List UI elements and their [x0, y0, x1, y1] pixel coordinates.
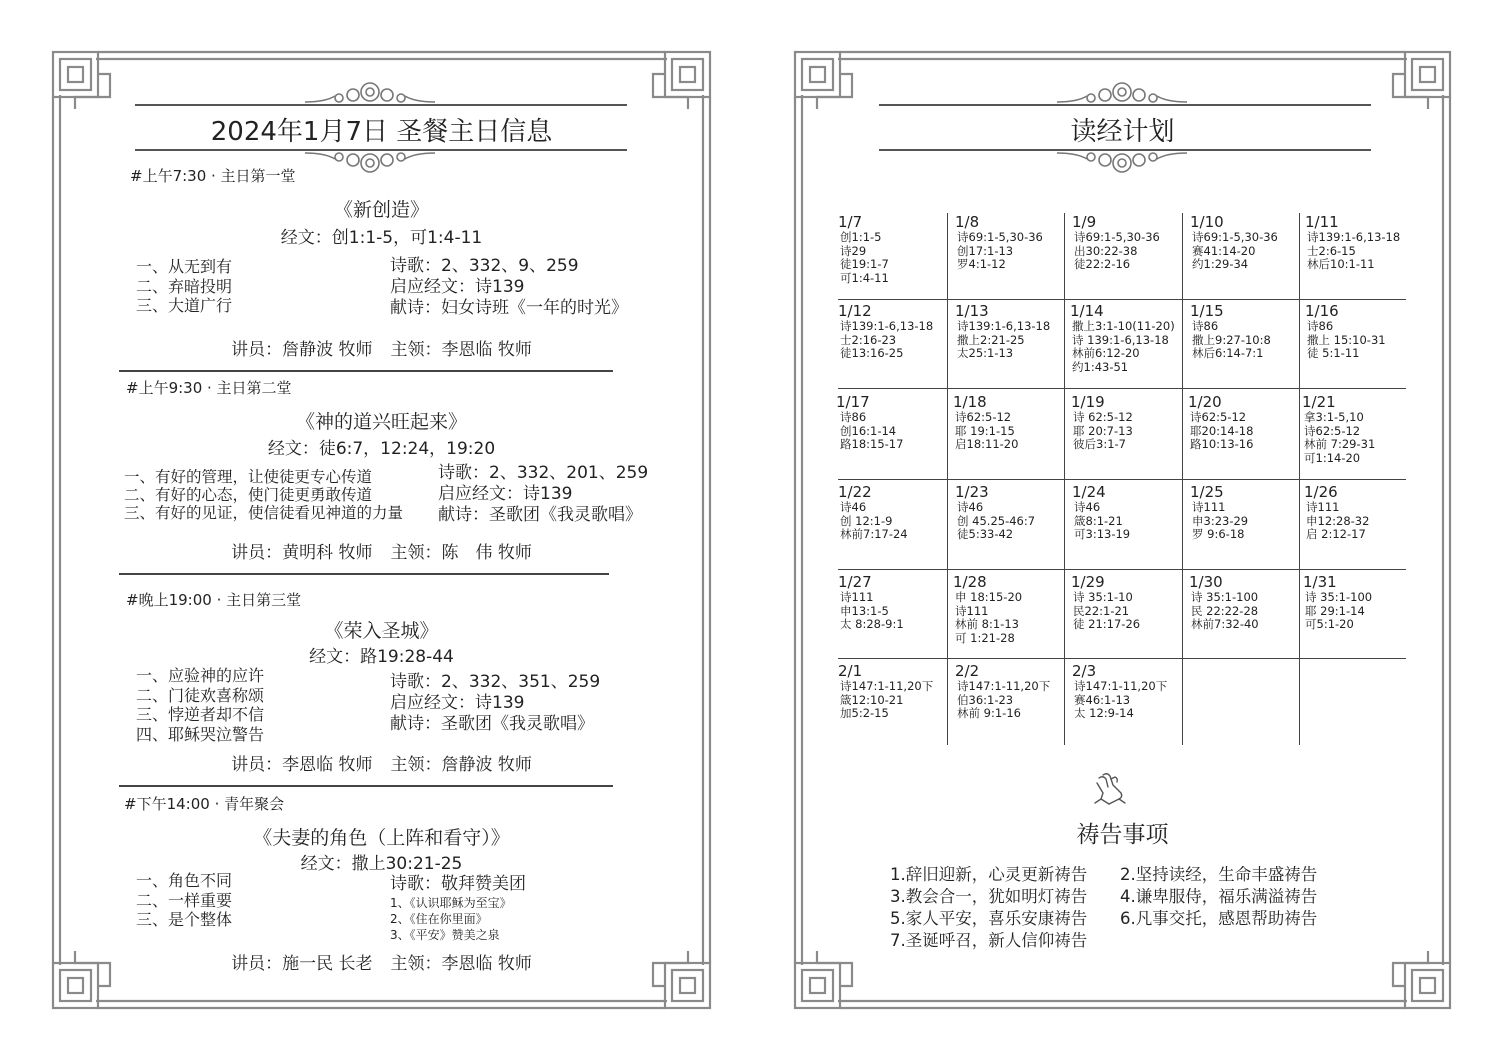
cell-reading: 诗62:5-12: [1190, 410, 1247, 424]
cell-reading: 徒 21:17-26: [1073, 617, 1141, 632]
song-line: 献诗：妇女诗班《一年的时光》: [390, 298, 628, 318]
cell-reading: 徒13:16-25: [840, 346, 904, 361]
cloud-ornament-bottom: [1047, 149, 1197, 175]
service-3-scripture: 经文：路19:28-44: [309, 647, 454, 667]
service-1-outline: [136, 257, 232, 316]
cell-reading: 诗46: [1074, 500, 1101, 514]
outline-item: 一、角色不同: [136, 871, 233, 890]
cell-date: 1/8: [955, 213, 980, 231]
cell-reading: 诗111: [1192, 500, 1226, 514]
cell-reading: 诗69:1-5,30-36: [1192, 230, 1278, 244]
cell-date: 1/10: [1190, 213, 1224, 231]
calendar-cell: [955, 213, 1043, 272]
cell-reading: 赛46:1-13: [1074, 692, 1131, 707]
cell-date: 1/19: [1071, 393, 1105, 411]
cell-reading: 创 12:1-9: [840, 513, 893, 528]
service-3-outline: [136, 666, 264, 744]
service-3-label: #晚上19:00 · 主日第三堂: [126, 591, 302, 609]
service-2-scripture: 经文：徒6:7，12:24，19:20: [267, 439, 496, 459]
cell-reading: 诗147:1-11,20下: [1074, 679, 1168, 693]
page-title: 2024年1月7日 圣餐主日信息: [210, 117, 553, 147]
leader: 主领：李恩临 牧师: [390, 954, 532, 974]
cloud-ornament-top: [1047, 80, 1197, 106]
prayer-item: 3.教会合一，犹如明灯祷告: [890, 887, 1088, 906]
cell-date: 1/23: [955, 483, 989, 501]
cell-reading: 申13:1-5: [840, 603, 889, 618]
outline-item: 一、从无到有: [136, 257, 233, 276]
song-line: 启应经文：诗139: [438, 484, 573, 504]
cell-reading: 约1:29-34: [1192, 257, 1249, 272]
cell-date: 1/31: [1303, 573, 1337, 591]
cell-reading: 拿3:1-5,10: [1304, 410, 1364, 424]
leader: 主领：陈 伟 牧师: [390, 543, 532, 563]
service-4-outline: [136, 871, 232, 930]
cell-reading: 创16:1-14: [840, 423, 897, 438]
service-1-scripture: 经文：创1:1-5，可1:4-11: [280, 228, 483, 248]
song-line: 启应经文：诗139: [390, 693, 525, 713]
cell-reading: 林前 7:29-31: [1304, 437, 1376, 452]
cell-reading: 诗111: [840, 590, 874, 604]
outline-item: 二、弃暗投明: [136, 276, 233, 296]
calendar-cell: [953, 573, 1022, 645]
cell-reading: 撒上 15:10-31: [1307, 332, 1386, 347]
outline-item: 三、悖逆者却不信: [136, 705, 265, 724]
cell-date: 2/1: [838, 662, 863, 680]
calendar-cell: [1071, 573, 1140, 632]
title-rule-top: [135, 104, 627, 106]
song-line: 诗歌：2、332、351、259: [390, 672, 601, 692]
cell-date: 1/11: [1305, 213, 1339, 231]
cell-reading: 林前 9:1-16: [957, 706, 1021, 721]
calendar-cell: [1190, 483, 1248, 542]
cell-reading: 徒 5:1-11: [1307, 346, 1360, 361]
cell-reading: 太 12:9-14: [1074, 706, 1134, 721]
service-4-scripture: 经文：撒上30:21-25: [300, 854, 463, 874]
prayer-item: 2.坚持读经，生命丰盛祷告: [1120, 865, 1318, 884]
outline-item: 三、大道广行: [136, 296, 233, 315]
cell-reading: 可1:14-20: [1304, 450, 1361, 465]
calendar-cell: [836, 393, 903, 452]
service-4-speaker-line: [50, 949, 713, 974]
cell-reading: 诗139:1-6,13-18: [957, 319, 1051, 333]
calendar-cell: [1072, 483, 1130, 542]
calendar-cell: [838, 302, 933, 361]
prayer-title: 祷告事项: [1076, 822, 1169, 848]
cell-reading: 诗86: [1307, 319, 1334, 333]
song-line: 启应经文：诗139: [390, 277, 525, 297]
sermon-panel: [50, 49, 713, 1011]
cell-reading: 启 2:12-17: [1306, 527, 1366, 542]
calendar-cell: [838, 573, 904, 632]
reading-calendar: [838, 209, 1406, 745]
outline-item: 二、一样重要: [136, 890, 233, 910]
cell-reading: 林前7:17-24: [840, 527, 908, 542]
cell-reading: 申3:23-29: [1192, 513, 1249, 528]
cloud-ornament-top: [295, 80, 445, 106]
cell-reading: 出30:22-38: [1074, 243, 1138, 258]
cell-reading: 加5:2-15: [840, 706, 889, 721]
service-1-songs: [390, 256, 628, 319]
cell-date: 1/14: [1070, 302, 1104, 320]
cell-reading: 诗69:1-5,30-36: [1074, 230, 1160, 244]
cell-reading: 路18:15-17: [840, 437, 904, 452]
calendar-cell: [1072, 213, 1160, 272]
cell-reading: 诗139:1-6,13-18: [1307, 230, 1401, 244]
cell-reading: 诗 35:1-100: [1305, 590, 1373, 604]
title-rule-top: [879, 104, 1371, 106]
cell-date: 2/3: [1072, 662, 1097, 680]
cell-date: 1/22: [838, 483, 872, 501]
service-1-speaker-line: [50, 335, 713, 360]
cloud-ornament-bottom: [295, 149, 445, 175]
song-line: 诗歌：2、332、201、259: [438, 463, 649, 483]
praying-hands-icon: [1089, 769, 1129, 809]
cell-reading: 民 22:22-28: [1191, 603, 1259, 618]
cell-date: 1/17: [836, 393, 870, 411]
cell-date: 1/24: [1072, 483, 1106, 501]
cell-reading: 诗46: [840, 500, 867, 514]
prayer-item: 5.家人平安，喜乐安康祷告: [890, 909, 1088, 928]
calendar-cell: [1072, 662, 1167, 721]
section-divider: [119, 370, 613, 372]
cell-reading: 耶 19:1-15: [955, 423, 1015, 438]
cell-date: 1/30: [1189, 573, 1223, 591]
service-3-songs: [390, 672, 600, 735]
cell-reading: 林后10:1-11: [1307, 257, 1375, 272]
calendar-cell: [1302, 393, 1375, 465]
service-3-sermon-title: 《荣入圣城》: [324, 620, 439, 642]
song-list-item: 1、《认识耶稣为至宝》: [390, 896, 512, 910]
reading-plan-panel: [792, 49, 1453, 1011]
service-2-speaker-line: [50, 538, 713, 563]
service-4-label: #下午14:00 · 青年聚会: [124, 795, 285, 813]
cell-reading: 罗4:1-12: [957, 257, 1006, 272]
leader: 主领：李恩临 牧师: [390, 340, 532, 360]
cell-reading: 启18:11-20: [955, 437, 1019, 452]
cell-date: 1/29: [1071, 573, 1105, 591]
song-line: 献诗：圣歌团《我灵歌唱》: [438, 505, 642, 525]
cell-reading: 创1:1-5: [840, 230, 882, 244]
service-2-outline: [124, 468, 403, 522]
calendar-cell: [1188, 393, 1253, 452]
calendar-cell: [1305, 302, 1386, 361]
cell-reading: 可3:13-19: [1074, 527, 1131, 542]
calendar-cell: [838, 213, 889, 285]
calendar-cell: [1303, 573, 1372, 632]
cell-reading: 林前7:32-40: [1191, 617, 1259, 632]
cell-reading: 诗69:1-5,30-36: [957, 230, 1043, 244]
cell-reading: 约1:43-51: [1072, 359, 1129, 374]
cell-reading: 诗111: [1306, 500, 1340, 514]
speaker: 讲员：詹静波 牧师: [231, 340, 373, 360]
cell-date: 1/9: [1072, 213, 1097, 231]
cell-reading: 可1:4-11: [840, 270, 889, 285]
calendar-cell: [955, 662, 1050, 721]
calendar-cell: [1190, 302, 1271, 361]
cell-reading: 徒19:1-7: [840, 257, 889, 272]
song-line: 诗歌：敬拜赞美团: [390, 874, 526, 894]
cell-reading: 耶 29:1-14: [1305, 603, 1365, 618]
cell-date: 1/21: [1302, 393, 1336, 411]
cell-reading: 路10:13-16: [1190, 437, 1254, 452]
cell-reading: 诗147:1-11,20下: [957, 679, 1051, 693]
outline-item: 一、有好的管理，让使徒更专心传道: [124, 468, 373, 486]
speaker: 讲员：施一民 长老: [231, 954, 373, 974]
cell-reading: 诗46: [957, 500, 984, 514]
cell-reading: 诗 35:1-10: [1073, 590, 1133, 604]
calendar-cell: [1071, 393, 1133, 452]
outline-item: 二、有好的心态，使门徒更勇敢传道: [124, 486, 373, 504]
cell-reading: 赛41:14-20: [1192, 243, 1256, 258]
cell-reading: 太25:1-13: [957, 346, 1014, 361]
cell-reading: 诗62:5-12: [955, 410, 1012, 424]
calendar-cell: [1304, 483, 1369, 542]
cell-reading: 徒22:2-16: [1074, 257, 1131, 272]
cell-reading: 林后6:14-7:1: [1192, 346, 1264, 361]
cell-reading: 伯36:1-23: [957, 692, 1014, 707]
cell-reading: 箴8:1-21: [1074, 513, 1123, 528]
calendar-cell: [955, 483, 1035, 542]
calendar-cell: [838, 662, 933, 721]
cell-reading: 撒上2:21-25: [957, 332, 1025, 347]
cell-reading: 耶 20:7-13: [1073, 423, 1133, 438]
cell-reading: 撒上3:1-10(11-20): [1072, 319, 1175, 333]
cell-reading: 耶20:14-18: [1190, 423, 1254, 438]
cell-reading: 撒上9:27-10:8: [1192, 332, 1271, 347]
prayer-item: 4.谦卑服侍，福乐满溢祷告: [1120, 887, 1318, 906]
cell-date: 1/7: [838, 213, 863, 231]
cell-reading: 彼后3:1-7: [1073, 437, 1126, 452]
cell-reading: 林前 8:1-13: [955, 617, 1019, 632]
cell-reading: 创17:1-13: [957, 243, 1014, 258]
calendar-cell: [1189, 573, 1259, 632]
calendar-cell: [1070, 302, 1175, 374]
cell-reading: 士2:16-23: [840, 332, 897, 347]
cell-reading: 箴12:10-21: [840, 692, 904, 707]
grid-line: [838, 658, 1406, 659]
outline-item: 一、应验神的应许: [136, 666, 265, 685]
calendar-cell: [1190, 213, 1278, 272]
service-2-sermon-title: 《神的道兴旺起来》: [295, 411, 467, 433]
section-divider: [119, 785, 613, 787]
leader: 主领：詹静波 牧师: [390, 755, 532, 775]
song-list-item: 2、《住在你里面》: [390, 912, 488, 926]
cell-date: 1/16: [1305, 302, 1339, 320]
grid-line: [838, 479, 1406, 480]
cell-reading: 创 45.25-46:7: [957, 513, 1036, 528]
outline-item: 三、是个整体: [136, 910, 233, 929]
song-list-item: 3、《平安》赞美之泉: [390, 928, 500, 942]
service-2-label: #上午9:30 · 主日第二堂: [126, 379, 292, 397]
song-line: 诗歌：2、332、9、259: [390, 256, 579, 276]
cell-reading: 诗86: [840, 410, 867, 424]
grid-line: [838, 388, 1406, 389]
prayer-item: 7.圣诞呼召，新人信仰祷告: [890, 931, 1088, 950]
prayer-item: 6.凡事交托，感恩帮助祷告: [1120, 909, 1318, 928]
calendar-cell: [955, 302, 1050, 361]
page-title: 读经计划: [1070, 117, 1175, 147]
grid-line: [838, 569, 1406, 570]
cell-reading: 诗62:5-12: [1304, 423, 1361, 438]
cell-reading: 徒5:33-42: [957, 527, 1014, 542]
speaker: 讲员：李恩临 牧师: [231, 755, 373, 775]
cell-date: 1/18: [953, 393, 987, 411]
cell-reading: 申12:28-32: [1306, 513, 1370, 528]
service-2-songs: [438, 463, 648, 526]
calendar-cell: [1305, 213, 1400, 272]
song-line: 献诗：圣歌团《我灵歌唱》: [390, 714, 594, 734]
service-1-label: #上午7:30 · 主日第一堂: [130, 167, 296, 185]
cell-reading: 民22:1-21: [1073, 603, 1130, 618]
cell-reading: 申 18:15-20: [955, 590, 1023, 604]
cell-date: 1/12: [838, 302, 872, 320]
cell-reading: 诗147:1-11,20下: [840, 679, 934, 693]
calendar-cell: [838, 483, 908, 542]
service-1-sermon-title: 《新创造》: [333, 199, 429, 221]
outline-item: 四、耶稣哭泣警告: [136, 724, 265, 744]
service-3-speaker-line: [50, 750, 713, 775]
outline-item: 二、门徒欢喜称颂: [136, 685, 265, 705]
cell-date: 1/15: [1190, 302, 1224, 320]
section-divider: [119, 573, 609, 575]
cell-reading: 诗29: [840, 243, 867, 258]
cell-reading: 太 8:28-9:1: [840, 617, 904, 632]
cell-date: 1/26: [1304, 483, 1338, 501]
cell-reading: 诗 35:1-100: [1191, 590, 1259, 604]
cell-date: 1/20: [1188, 393, 1222, 411]
cell-date: 1/27: [838, 573, 872, 591]
cell-reading: 士2:6-15: [1307, 243, 1356, 258]
cell-reading: 诗111: [955, 603, 989, 618]
cell-date: 1/13: [955, 302, 989, 320]
cell-date: 1/28: [953, 573, 987, 591]
cell-reading: 可 1:21-28: [955, 630, 1015, 645]
cell-reading: 可5:1-20: [1305, 617, 1354, 632]
cell-date: 2/2: [955, 662, 980, 680]
cell-date: 1/25: [1190, 483, 1224, 501]
service-4-sermon-title: 《夫妻的角色（上阵和看守）》: [253, 827, 510, 849]
outline-item: 三、有好的见证，使信徒看见神道的力量: [124, 504, 404, 522]
calendar-cell: [953, 393, 1018, 452]
speaker: 讲员：黄明科 牧师: [231, 543, 373, 563]
grid-line: [838, 299, 1406, 300]
cell-reading: 林前6:12-20: [1072, 346, 1140, 361]
prayer-item: 1.辞旧迎新，心灵更新祷告: [890, 865, 1088, 884]
service-4-songs: [390, 874, 526, 943]
cell-reading: 诗 62:5-12: [1073, 410, 1133, 424]
cell-reading: 罗 9:6-18: [1192, 527, 1245, 542]
cell-reading: 诗 139:1-6,13-18: [1072, 332, 1169, 347]
cell-reading: 诗139:1-6,13-18: [840, 319, 934, 333]
cell-reading: 诗86: [1192, 319, 1219, 333]
